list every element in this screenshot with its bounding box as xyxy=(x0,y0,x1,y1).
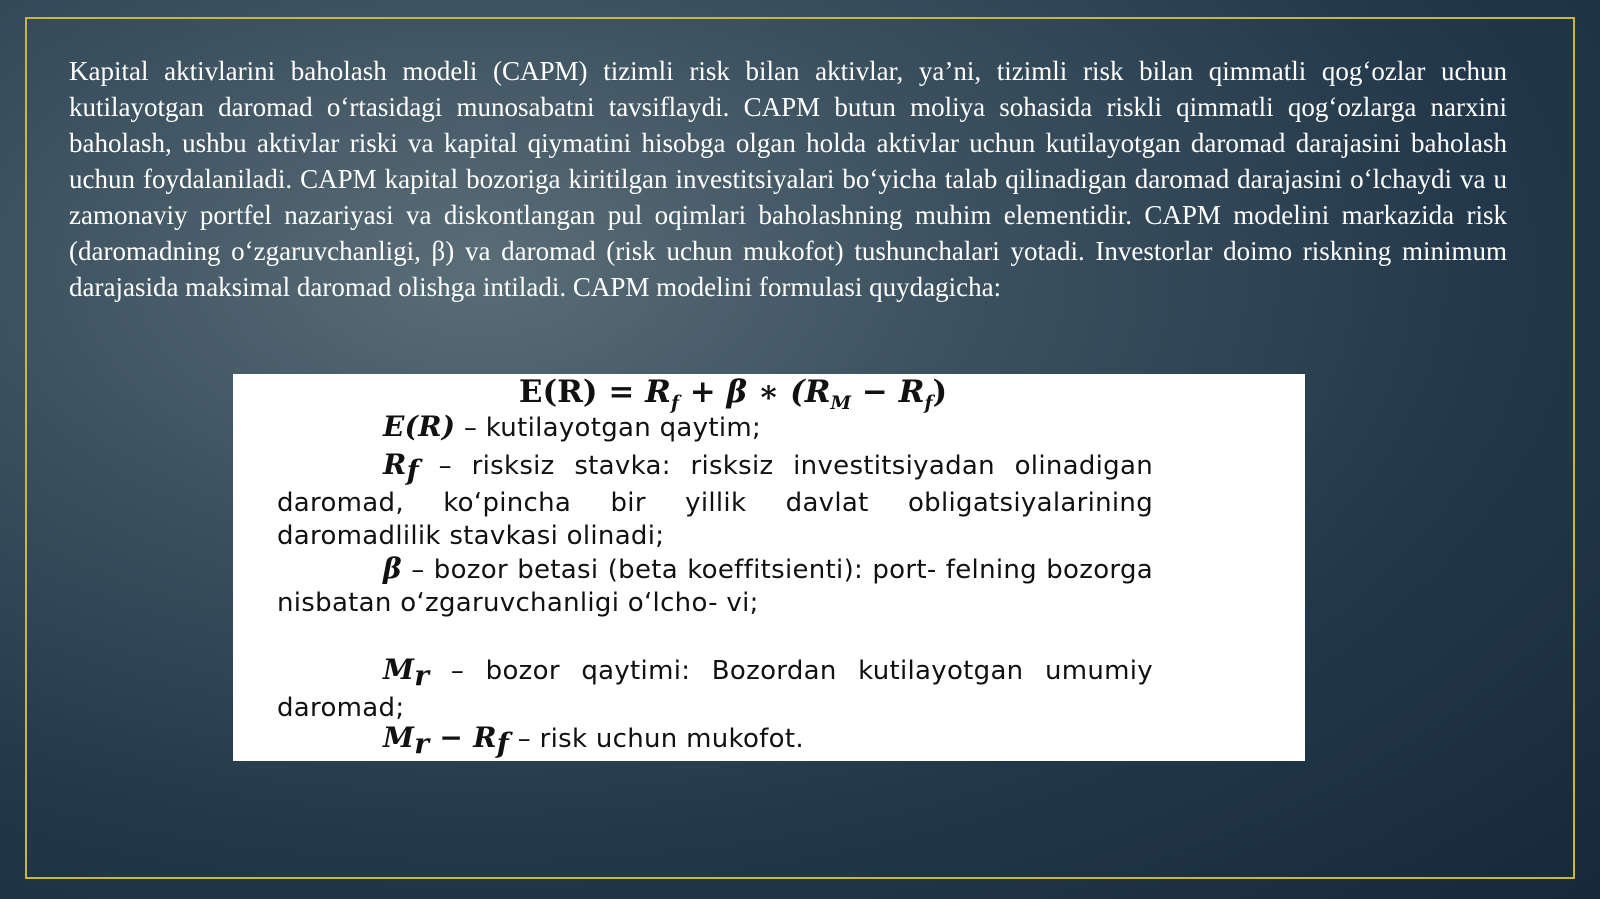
symbol-mr2-sub: r xyxy=(414,727,430,761)
equation-plus-beta: + β ∗ ( xyxy=(678,374,805,410)
equation-rm-sub: M xyxy=(830,393,852,415)
equation-rm: R xyxy=(804,374,831,410)
equation-rf2-sub: f xyxy=(924,393,933,415)
definition-mr-text: – bozor qaytimi: Bozordan kutilayotgan umumiy daromad; xyxy=(277,656,1153,724)
capm-equation xyxy=(233,374,1233,414)
equation-minus: − xyxy=(851,374,899,410)
symbol-rf-sub: f xyxy=(406,454,419,488)
definition-expected-return xyxy=(277,410,1153,445)
definition-risk-free-rate xyxy=(277,448,1153,553)
definition-er-text: – kutilayotgan qaytim; xyxy=(455,413,762,443)
equation-rf: R xyxy=(645,374,671,410)
equation-rf2: R xyxy=(898,374,925,410)
symbol-beta: β xyxy=(383,552,402,585)
definition-beta-text: – bozor betasi (beta koeffitsienti): port- felning bozorga nisbatan o‘zgaruvchanligi o‘lcho- vi; xyxy=(277,555,1153,618)
symbol-rf: R xyxy=(383,448,407,481)
symbol-rf3-sub: f xyxy=(496,727,510,761)
equation-close: ) xyxy=(932,374,948,410)
definition-market-return xyxy=(277,653,1153,725)
equation-rf-sub: f xyxy=(670,393,679,415)
definition-beta xyxy=(277,552,1153,620)
definition-risk-premium xyxy=(277,721,1153,760)
definition-rf-text: – risksiz stavka: risksiz investitsiyadan olinadigan daromad, ko‘pincha bir yillik davlat obligatsiyalarining daromadlilik stavkasi olinadi; xyxy=(277,451,1153,552)
symbol-mr2: M xyxy=(383,721,415,754)
symbol-mr-sub: r xyxy=(414,659,430,693)
equation-left: E(R) = xyxy=(518,374,646,410)
capm-description-paragraph: Kapital aktivlarini baholash modeli (CAPM) tizimli risk bilan aktivlar, ya’ni, tizimli risk bilan qimmatli qog‘ozlar uchun kutilayotgan daromad o‘rtasidagi munosabatni tavsiflaydi. CAPM butun moliya sohasida riskli qimmatli qog‘ozlarga narxini baholash, ushbu aktivlar riski va kapital qiymatini hisobga olgan holda aktivlar uchun kutilayotgan daromad darajasini baholash uchun foydalaniladi. CAPM kapital bozoriga kiritilgan investitsiyalari bo‘yicha talab qilinadigan daromad darajasini o‘lchaydi va u zamonaviy portfel nazariyasi va diskontlangan pul oqimlari baholashning muhim elementidir. CAPM modelini markazida risk (daromadning o‘zgaruvchanligi, β) va daromad (risk uchun mukofot) tushunchalari yotadi. Investorlar doimo riskning minimum darajasida maksimal daromad olishga intiladi. CAPM modelini formulasi quydagicha: xyxy=(69,56,1507,302)
capm-formula-image xyxy=(233,374,1305,761)
symbol-er: E(R) xyxy=(383,410,456,443)
definition-premium-text: – risk uchun mukofot. xyxy=(509,724,804,754)
symbol-rf3: R xyxy=(473,721,497,754)
symbol-minus: − xyxy=(429,721,474,754)
symbol-mr: M xyxy=(383,653,415,686)
